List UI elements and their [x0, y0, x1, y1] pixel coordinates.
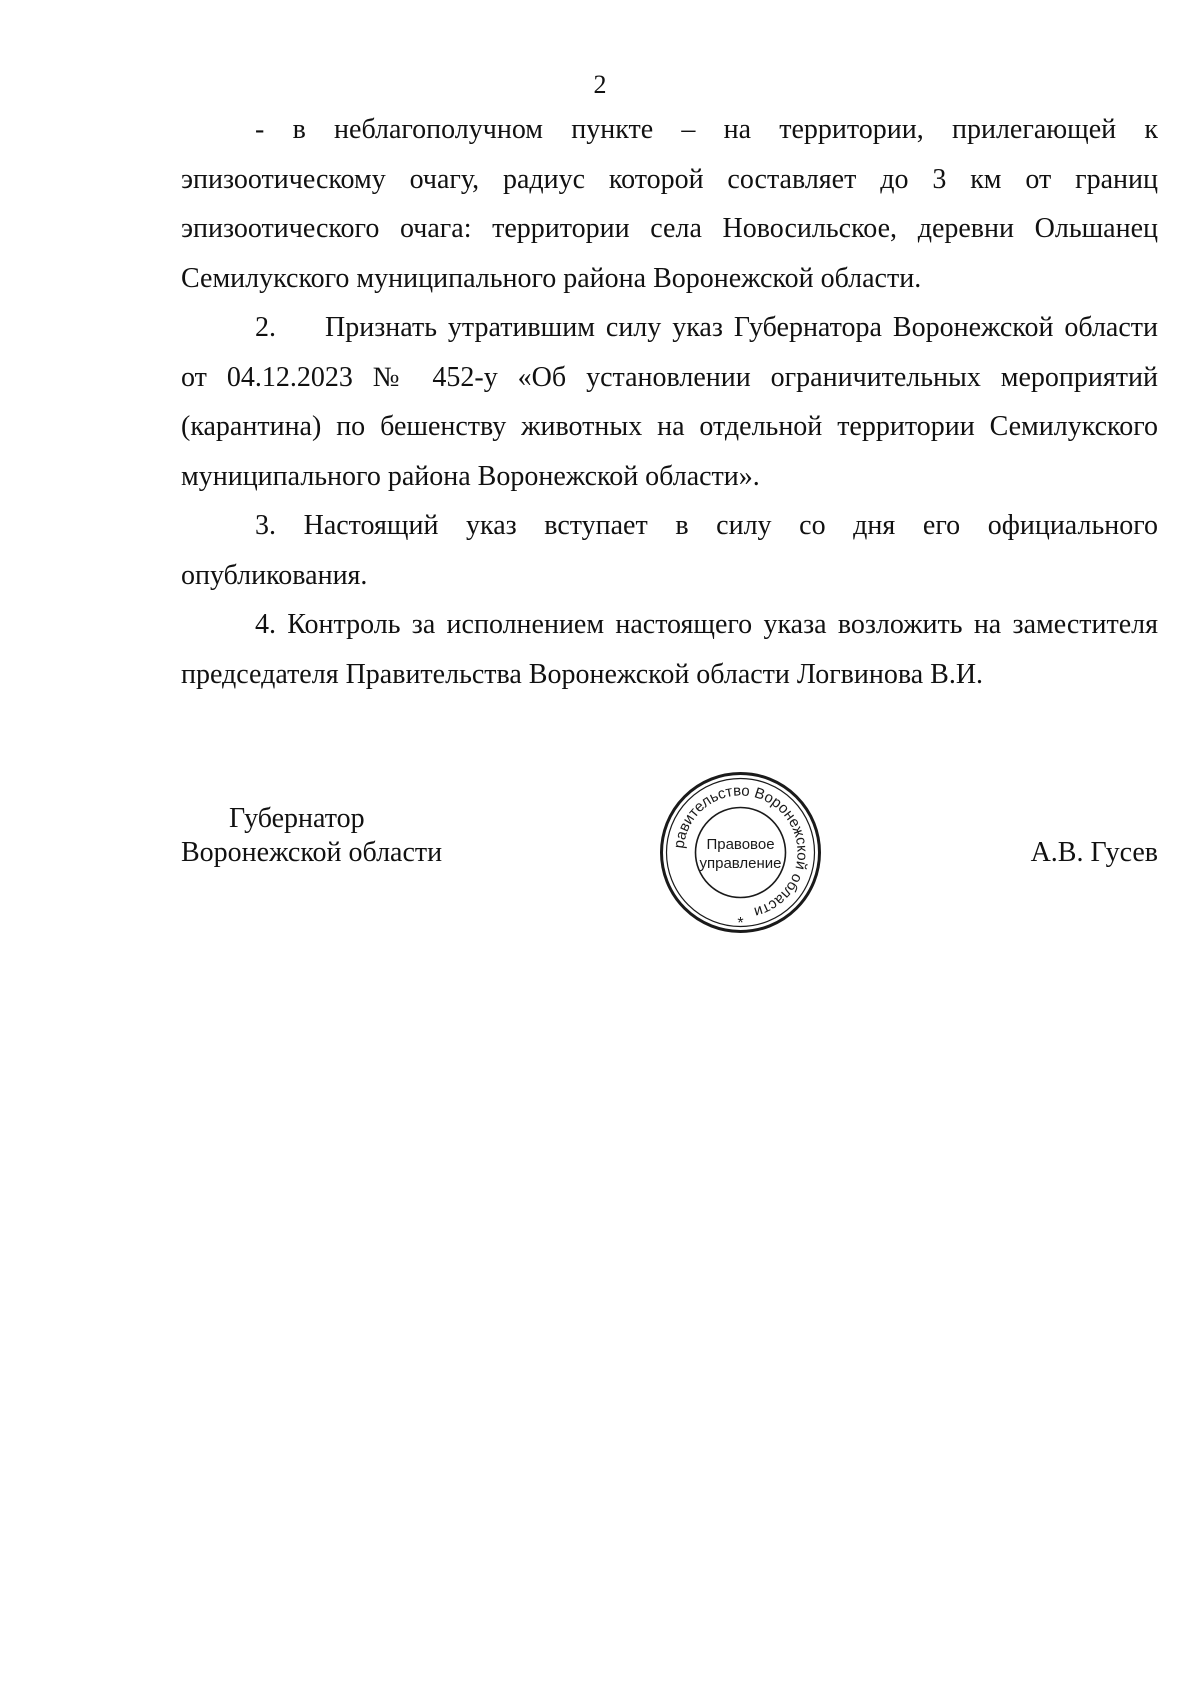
signatory-position-line2: Воронежской области	[181, 837, 443, 868]
paragraph-1: - в неблагополучном пункте – на территории, прилегающей к эпизоотическому очагу, радиус которой составляет до 3 км от границ эпизоотического очага: территории села Новосильское, деревни Ольшанец Семилукского муниципального района Воронежской области.	[181, 114, 1158, 294]
stamp-center-line1: Правовое	[706, 836, 775, 853]
stamp-ring-text: равительство Воронежской области	[670, 782, 811, 921]
paragraph-2-text: Признать утратившим силу указ Губернатора Воронежской области от 04.12.2023 № 452-у «Об установлении ограничительных мероприятий (карантина) по бешенству животных на отдельной территории Семилукского муниципального района Воронежской области».	[181, 312, 1158, 492]
stamp-star: *	[737, 915, 744, 932]
page-number: 2	[593, 70, 607, 99]
paragraph-2-number: 2.	[255, 312, 276, 343]
signatory-name: А.В. Гусев	[1030, 837, 1158, 868]
paragraph-4: 4. Контроль за исполнением настоящего указа возложить на заместителя председателя Правительства Воронежской области Логвинова В.И.	[181, 609, 1158, 690]
official-stamp	[658, 770, 823, 935]
stamp-seal-icon	[658, 770, 823, 935]
paragraph-3: 3. Настоящий указ вступает в силу со дня его официального опубликования.	[181, 510, 1158, 591]
signatory-position-line1: Губернатор	[229, 803, 365, 834]
stamp-center-line2: управление	[699, 855, 782, 872]
signatory-position	[181, 802, 442, 870]
document-body	[181, 105, 1158, 699]
paragraph-2	[181, 303, 1158, 501]
